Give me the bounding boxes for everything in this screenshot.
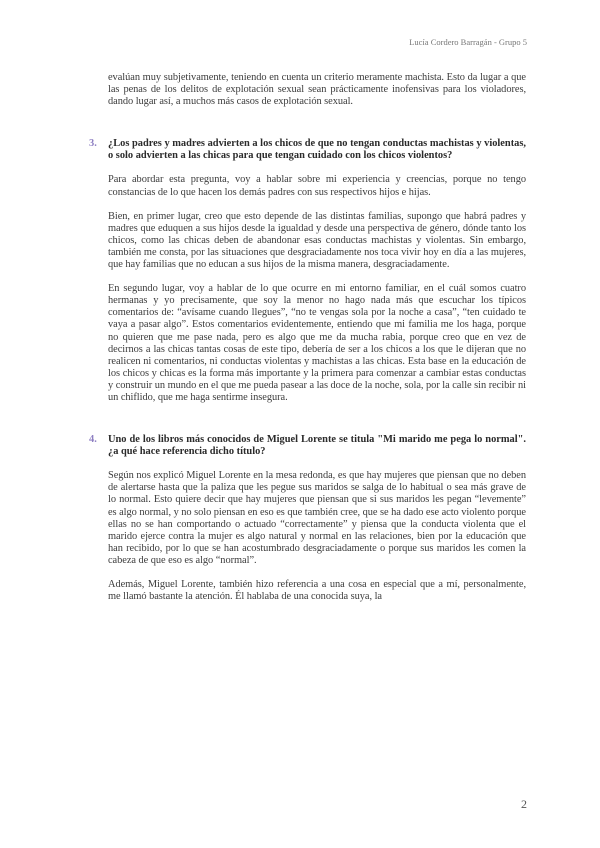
question-3-paragraph-1: Para abordar esta pregunta, voy a hablar sobre mi experiencia y creencias, porque no tengo constancias de lo que hacen los demás padres con sus respectivos hijos e hijas.: [108, 174, 526, 198]
page-content: [89, 72, 526, 603]
question-4-paragraph-2: Además, Miguel Lorente, también hizo referencia a una cosa en especial que a mí, personalmente, me llamó bastante la atención. Él hablaba de una conocida suya, la: [108, 579, 526, 603]
paragraph-continuation: evalúan muy subjetivamente, teniendo en cuenta un criterio meramente machista. Esto da lugar a que las penas de los delitos de explotación sexual sean prácticamente inofensivas para los violadores, dando lugar así, a muchos más casos de explotación sexual.: [108, 72, 526, 108]
page-header: Lucía Cordero Barragán - Grupo 5: [409, 37, 527, 47]
question-4-heading: [89, 434, 526, 458]
question-3-heading: [89, 138, 526, 162]
question-4-text: Uno de los libros más conocidos de Miguel Lorente se titula "Mi marido me pega lo normal". ¿a qué hace referencia dicho título?: [108, 434, 526, 458]
question-4-number: 4.: [89, 434, 97, 446]
question-3-paragraph-2: Bien, en primer lugar, creo que esto depende de las distintas familias, supongo que habrá padres y madres que eduquen a sus hijos desde la igualdad y desde una perspectiva de género, dónde tanto los chicos, como las chicas deben de abandonar esas conductas machistas y violentas. Sin embargo, también me consta, por las situaciones que desgraciadamente nos toca vivir hoy en día a las mujeres, que hay familias que no educan a sus hijos de la misma manera, desgraciadamente.: [108, 210, 526, 271]
question-3-text: ¿Los padres y madres advierten a los chicos de que no tengan conductas machistas y violentas, o solo advierten a las chicas para que tengan cuidado con los chicos violentos?: [108, 138, 526, 162]
question-4-paragraph-1: Según nos explicó Miguel Lorente en la mesa redonda, es que hay mujeres que piensan que no deben de alertarse hasta que la paliza que les pegue sus maridos se salga de lo habitual o sea más grave de lo normal. Esto quiere decir que hay mujeres que piensan que si sus maridos les pegan “levemente” es algo normal, y no solo piensan en eso es que también cree, que se ha dado ese acto violento porque ellas no se han comportando o actuado “correctamente” y piensa que la conducta violenta que el marido ejerce contra la mujer es algo natural y normal en las relaciones, bien por la educación que han recibido, por lo que se han acostumbrado desgraciadamente o porque sus maridos les comen la cabeza de que eso es algo “normal”.: [108, 470, 526, 566]
page-number: 2: [521, 797, 527, 811]
question-3-paragraph-3: En segundo lugar, voy a hablar de lo que ocurre en mi entorno familiar, en el cuál somos cuatro hermanas y yo precisamente, que soy la menor no hago nada más que escuchar los típicos comentarios de: “avísame cuando llegues”, “no te vengas sola por la noche a casa”, “ten cuidado te vaya a pasar algo”. Estos comentarios evidentemente, entiendo que mi familia me los haga, porque no quieren que me pase nada, pero es algo que me da mucha rabia, porque creo que en vez de decirnos a las chicas tantas cosas de este tipo, debería de ser a los chicos a los que le dijeran que no realicen ni comentarios, ni conductas violentas y machistas a las chicas. Esta base en la educación de los chicos y chicas es la forma más importante y la primera para comenzar a cambiar estas conductas y construir un mundo en el que me pueda pasear a las doce de la noche, sola, por la calle sin recibir ni un chiflido, que me haga sentirme insegura.: [108, 283, 526, 403]
question-3-number: 3.: [89, 138, 97, 150]
